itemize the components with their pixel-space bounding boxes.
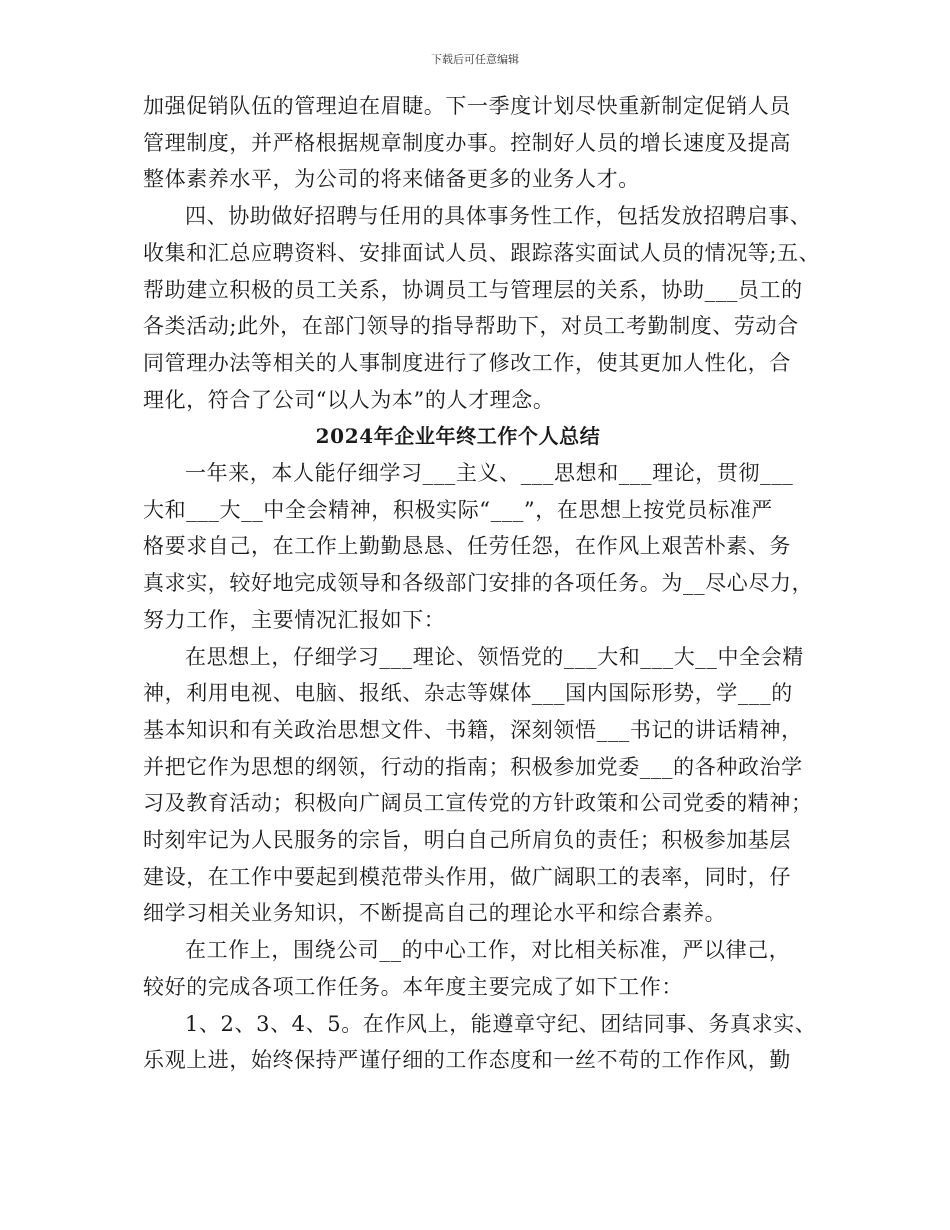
text-line: 基本知识和有关政治思想文件、书籍，深刻领悟___书记的讲话精神， [143, 717, 803, 742]
document-body [143, 88, 821, 1079]
text-line: 真求实，较好地完成领导和各级部门安排的各项任务。为__尽心尽力， [143, 571, 814, 596]
paragraph-ideology [143, 639, 813, 933]
text-line: 理化，符合了公司“以人为本”的人才理念。 [143, 387, 555, 412]
text-line: 大和___大__中全会精神，积极实际“___”，在思想上按党员标准严 [143, 497, 773, 522]
text-line: 较好的完成各项工作任务。本年度主要完成了如下工作： [143, 974, 683, 999]
text-line: 乐观上进，始终保持严谨仔细的工作态度和一丝不苟的工作作风，勤 [143, 1048, 791, 1073]
paragraph-work [143, 932, 813, 1005]
text-line: 神，利用电视、电脑、报纸、杂志等媒体___国内国际形势，学___的 [143, 681, 793, 706]
paragraph-intro [143, 455, 813, 639]
text-line: 一年来，本人能仔细学习___主义、___思想和___理论，贯彻___ [185, 461, 794, 486]
text-line: 建设，在工作中要起到模范带头作用，做广阔职工的表率，同时，仔 [143, 864, 791, 889]
text-line: 四、协助做好招聘与任用的具体事务性工作，包括发放招聘启事、 [185, 204, 812, 229]
text-line: 时刻牢记为人民服务的宗旨，明白自己所肩负的责任；积极参加基层 [143, 828, 791, 853]
text-line: 收集和汇总应聘资料、安排面试人员、跟踪落实面试人员的情况等;五、 [143, 240, 821, 265]
text-line: 各类活动;此外，在部门领导的指导帮助下，对员工考勤制度、劳动合 [143, 314, 799, 339]
text-line: 在工作上，围绕公司__的中心工作，对比相关标准，严以律己， [185, 938, 791, 963]
page-header: 下载后可任意编辑 [431, 53, 519, 66]
paragraph-promotion-team [143, 88, 813, 198]
text-line: 在思想上，仔细学习___理论、领悟党的___大和___大__中全会精 [185, 644, 804, 669]
text-line: 整体素养水平，为公司的将来储备更多的业务人才。 [143, 167, 640, 192]
document-title: 2024年企业年终工作个人总结 [315, 424, 601, 449]
paragraph-conduct [143, 1006, 817, 1079]
text-line: 加强促销队伍的管理迫在眉睫。下一季度计划尽快重新制定促销人员 [143, 94, 791, 118]
text-line: 努力工作，主要情况汇报如下： [143, 607, 446, 632]
paragraph-recruitment [143, 198, 821, 418]
text-line: 并把它作为思想的纲领，行动的指南；积极参加党委___的各种政治学 [143, 754, 803, 779]
text-line: 帮助建立积极的员工关系，协调员工与管理层的关系，协助___员工的 [143, 277, 803, 302]
text-line: 1、2、3、4、5。在作风上，能遵章守纪、团结同事、务真求实、 [185, 1011, 817, 1036]
text-line: 细学习相关业务知识，不断提高自己的理论水平和综合素养。 [143, 901, 727, 926]
text-line: 习及教育活动；积极向广阔员工宣传党的方针政策和公司党委的精神； [143, 791, 813, 816]
text-line: 管理制度，并严格根据规章制度办事。控制好人员的增长速度及提高 [143, 130, 791, 155]
text-line: 同管理办法等相关的人事制度进行了修改工作，使其更加人性化，合 [143, 350, 791, 375]
text-line: 格要求自己，在工作上勤勤恳恳、任劳任怨，在作风上艰苦朴素、务 [143, 534, 791, 559]
